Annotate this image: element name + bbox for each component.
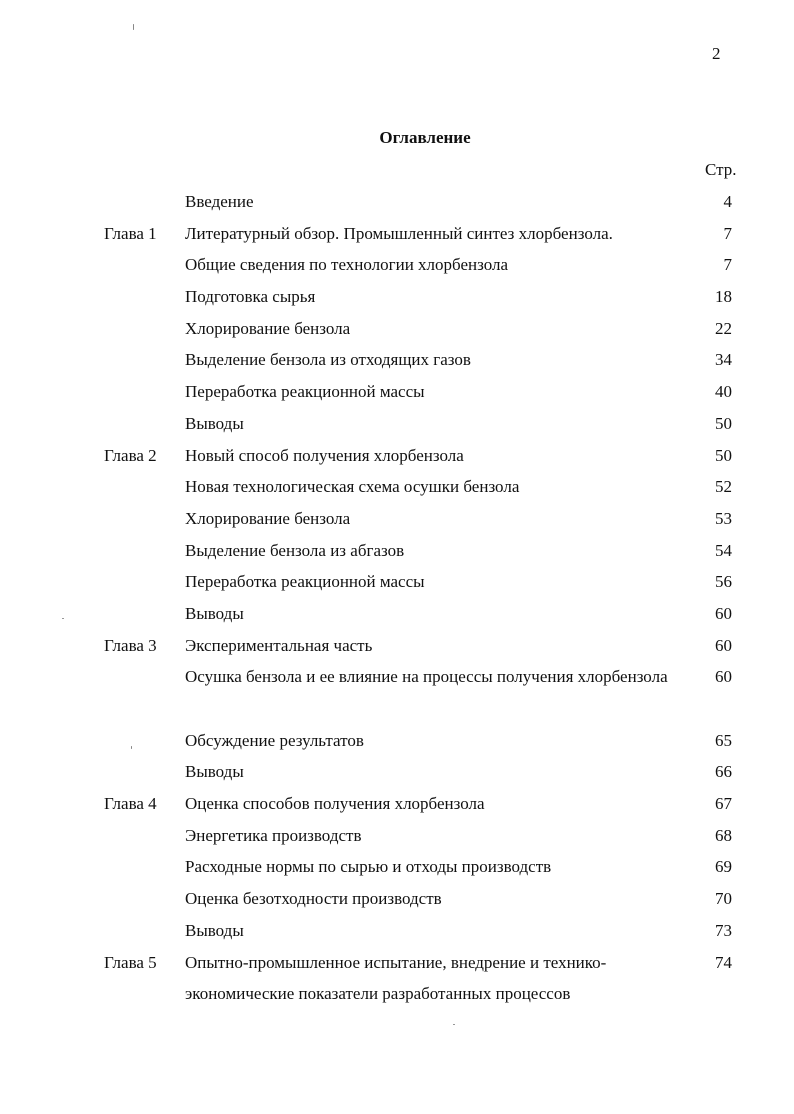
entry-page-number: 65 (715, 730, 732, 750)
entry-page-number: 73 (715, 920, 732, 940)
chapter-label: Глава 2 (104, 445, 157, 465)
entry-page-number: 50 (715, 413, 732, 433)
entry-page-number: 54 (715, 540, 732, 560)
toc-entry (0, 725, 794, 757)
entry-page-number: 4 (723, 192, 732, 211)
toc-entry (0, 915, 794, 947)
toc-entry (0, 630, 794, 662)
entry-title: Выделение бензола из отходящих газов (185, 350, 471, 370)
scan-speck (131, 746, 132, 749)
toc-entry (0, 218, 794, 250)
entry-page-number: 53 (715, 508, 732, 528)
entry-page-number: 68 (715, 825, 732, 845)
entry-title: Осушка бензола и ее влияние на процессы получения хлорбензола (185, 667, 668, 687)
entry-title: Опытно-промышленное испытание, внедрение и технико-экономические показатели разработанных процессов (185, 952, 607, 1004)
toc-entry (0, 788, 794, 820)
page-number: 2 (712, 44, 721, 63)
entry-title: Выделение бензола из абгазов (185, 540, 405, 560)
toc-entry (0, 883, 794, 915)
entry-page-number: 22 (715, 318, 732, 338)
toc-entry (0, 313, 794, 345)
entry-title: Расходные нормы по сырью и отходы производств (185, 857, 552, 877)
toc-list (0, 186, 794, 1010)
entry-title: Подготовка сырья (185, 287, 316, 307)
toc-entry (0, 661, 794, 724)
toc-entry (0, 281, 794, 313)
entry-title: Новая технологическая схема осушки бензола (185, 477, 520, 497)
entry-page-number: 60 (715, 667, 732, 687)
toc-entry (0, 851, 794, 883)
entry-title: Экспериментальная часть (185, 635, 373, 655)
entry-page-number: 18 (715, 287, 732, 307)
entry-title: Оценка безотходности производств (185, 889, 442, 909)
entry-page-number: 56 (715, 572, 732, 592)
toc-entry (0, 408, 794, 440)
entry-title: Литературный обзор. Промышленный синтез хлорбензола. (185, 223, 613, 243)
entry-page-number: 60 (715, 635, 732, 655)
chapter-label: Глава 5 (104, 952, 157, 972)
toc-entry (0, 947, 794, 1010)
entry-title: Хлорирование бензола (185, 508, 351, 528)
entry-page-number: 7 (723, 255, 732, 275)
entry-page-number: 34 (715, 350, 732, 370)
entry-page-number: 50 (715, 445, 732, 465)
scan-speck (453, 1024, 455, 1025)
chapter-label: Глава 1 (104, 223, 157, 243)
toc-entry (0, 598, 794, 630)
toc-entry (0, 440, 794, 472)
toc-entry (0, 503, 794, 535)
entry-title: Энергетика производств (185, 825, 362, 845)
entry-page-number: 40 (715, 382, 732, 402)
toc-entry (0, 249, 794, 281)
entry-title: Новый способ получения хлорбензола (185, 445, 464, 465)
entry-page-number: 74 (715, 952, 732, 972)
toc-entry (0, 566, 794, 598)
entry-page-number: 66 (715, 762, 732, 782)
entry-page-number: 60 (715, 603, 732, 623)
toc-entry (0, 186, 794, 218)
entry-title: Обсуждение результатов (185, 730, 364, 750)
entry-title: Выводы (185, 762, 244, 782)
chapter-label: Глава 3 (104, 635, 157, 655)
toc-entry (0, 344, 794, 376)
entry-title: Переработка реакционной массы (185, 382, 425, 402)
toc-entry (0, 471, 794, 503)
entry-title: Выводы (185, 920, 244, 940)
entry-title: Выводы (185, 413, 244, 433)
toc-entry (0, 756, 794, 788)
entry-title: Оценка способов получения хлорбензола (185, 794, 485, 814)
entry-title: Переработка реакционной массы (185, 572, 425, 592)
scan-speck (62, 618, 64, 619)
entry-page-number: 52 (715, 477, 732, 497)
toc-entry (0, 535, 794, 567)
toc-entry (0, 376, 794, 408)
entry-page-number: 69 (715, 857, 732, 877)
entry-page-number: 67 (715, 794, 732, 814)
page-column-header: Стр. (705, 160, 737, 179)
entry-title: Введение (185, 192, 254, 211)
entry-page-number: 70 (715, 889, 732, 909)
chapter-label: Глава 4 (104, 794, 157, 814)
entry-title: Выводы (185, 603, 244, 623)
entry-title: Хлорирование бензола (185, 318, 351, 338)
entry-title: Общие сведения по технологии хлорбензола (185, 255, 509, 275)
entry-page-number: 7 (723, 223, 732, 243)
toc-entry (0, 820, 794, 852)
toc-title: Оглавление (379, 128, 471, 147)
scan-speck (133, 24, 134, 30)
